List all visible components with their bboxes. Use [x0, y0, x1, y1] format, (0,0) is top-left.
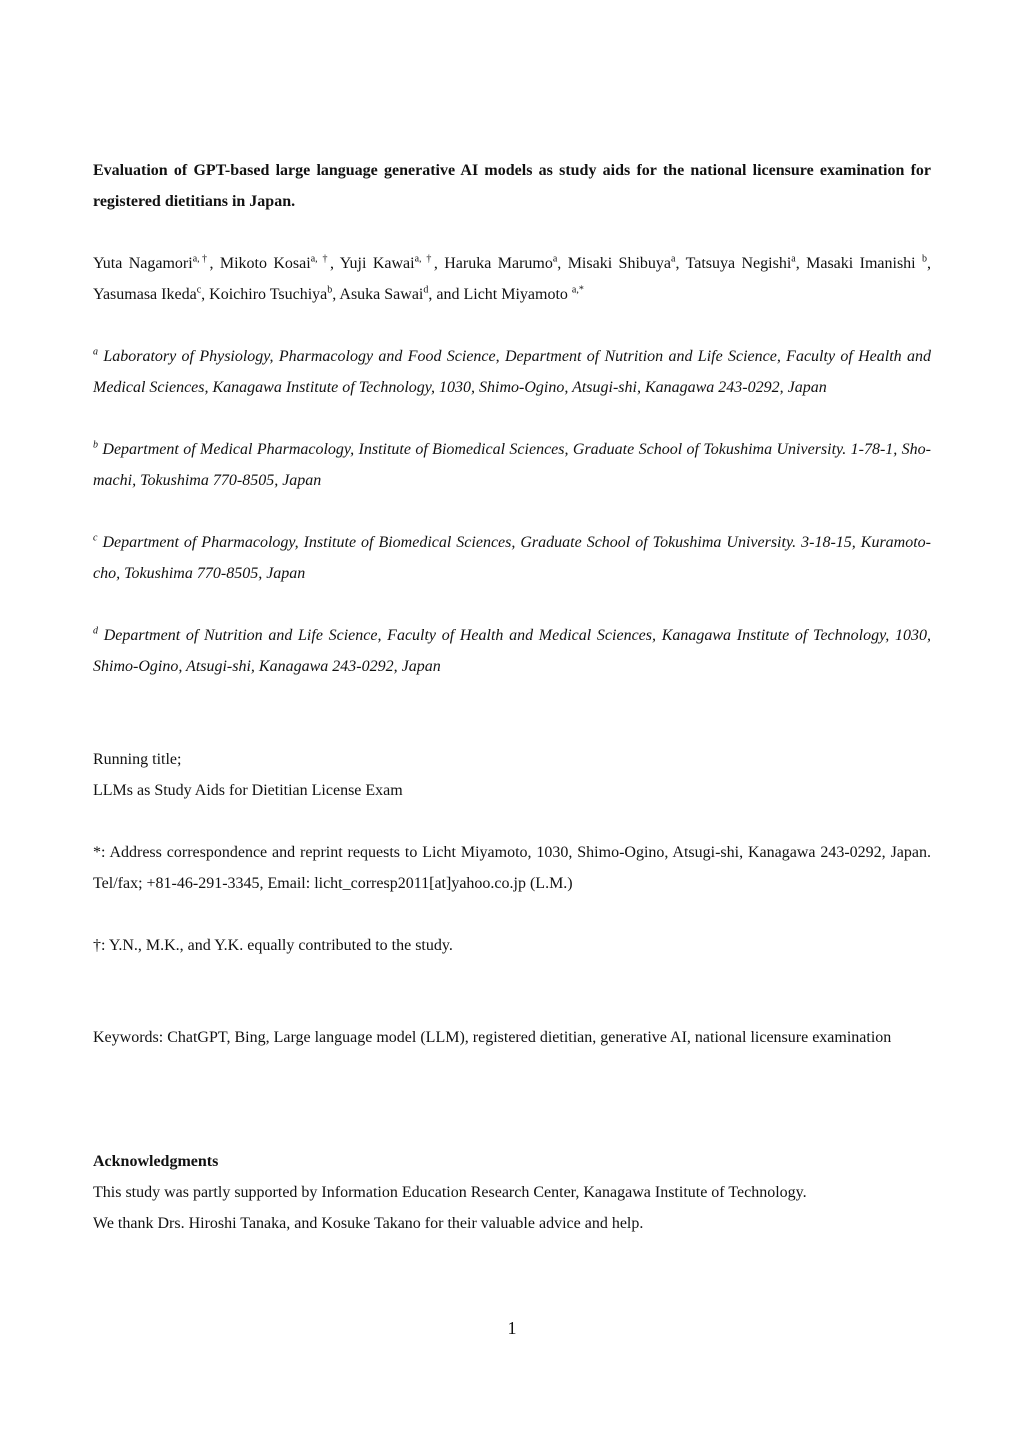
- correspondence-note: *: Address correspondence and reprint requests to Licht Miyamoto, 1030, Shimo-Ogino, Atsugi-shi, Kanagawa 243-0292, Japan. Tel/fax; +81-46-291-3345, Email: licht_corresp2011[at]yahoo.co.jp (L.M.): [93, 844, 931, 892]
- affiliation-b: [93, 434, 931, 496]
- acknowledgments-heading: Acknowledgments: [93, 1153, 219, 1170]
- author: Asuka Sawai$^d$: [339, 284, 429, 303]
- affiliation-text: Department of Medical Pharmacology, Institute of Biomedical Sciences, Graduate School of Tokushima University. 1-78-1, Sho-machi, Tokushima 770-8505, Japan: [93, 441, 932, 489]
- affiliation-text: Department of Nutrition and Life Science, Faculty of Health and Medical Sciences, Kanagawa Institute of Technology, 1030, Shimo-Ogino, Atsugi-shi, Kanagawa 243-0292, Japan: [93, 627, 932, 675]
- acknowledgments-line: We thank Drs. Hiroshi Tanaka, and Kosuke Takano for their valuable advice and help.: [93, 1215, 644, 1232]
- author: Yuta Nagamori$^{a,\dagger}$: [93, 253, 210, 272]
- running-title-section: [93, 744, 931, 806]
- affiliation-text: Department of Pharmacology, Institute of Biomedical Sciences, Graduate School of Tokushima University. 3-18-15, Kuramoto-cho, Tokushima 770-8505, Japan: [93, 534, 932, 582]
- affiliation-a: [93, 341, 931, 403]
- affiliation-d: [93, 620, 931, 682]
- affiliation-mark: a: [93, 346, 98, 358]
- author: Haruka Marumo$^a$: [444, 253, 558, 272]
- equal-contribution-note: †: Y.N., M.K., and Y.K. equally contributed to the study.: [93, 937, 453, 954]
- affiliation-mark: b: [93, 439, 98, 451]
- author: Koichiro Tsuchiya$^b$: [209, 284, 333, 303]
- affiliation-mark: d: [93, 625, 98, 637]
- paper-title: Evaluation of GPT-based large language generative AI models as study aids for the national licensure examination for registered dietitians in Japan.: [93, 162, 931, 210]
- affiliation-c: [93, 527, 931, 589]
- author: Tatsuya Negishi$^a$: [685, 253, 796, 272]
- authors-conjunction: and: [436, 286, 460, 303]
- author: Licht Miyamoto $^{a,*}$: [463, 284, 584, 303]
- affiliation-mark: c: [93, 532, 98, 544]
- author: Yuji Kawai$^{a, \dagger}$: [339, 253, 434, 272]
- running-title-label: Running title;: [93, 751, 182, 768]
- author: Mikoto Kosai$^{a, \dagger}$: [219, 253, 330, 272]
- running-title: LLMs as Study Aids for Dietitian License Exam: [93, 782, 403, 799]
- author: Yasumasa Ikeda$^c$: [93, 284, 202, 303]
- author: Masaki Imanishi $^b$: [806, 253, 928, 272]
- author-list: Yuta Nagamori$^{a,\dagger}$, Mikoto Kosai$^{a, \dagger}$, Yuji Kawai$^{a, \dagger}$, Haruka Marumo$^a$, Misaki Shibuya$^a$, Tatsuya Negishi$^a$, Masaki Imanishi $^b$, Yasumasa Ikeda$^c$, Koichiro Tsuchiya$^b$, Asuka Sawai$^d$, and Licht Miyamoto $^{a,*}$: [93, 253, 932, 303]
- author: Misaki Shibuya$^a$: [567, 253, 676, 272]
- acknowledgments-line: This study was partly supported by Information Education Research Center, Kanagawa Institute of Technology.: [93, 1184, 807, 1201]
- page-number: 1: [507, 1318, 517, 1338]
- keywords: Keywords: ChatGPT, Bing, Large language model (LLM), registered dietitian, generative AI, national licensure examination: [93, 1029, 892, 1046]
- acknowledgments-section: [93, 1146, 931, 1239]
- affiliation-text: Laboratory of Physiology, Pharmacology and Food Science, Department of Nutrition and Life Science, Faculty of Health and Medical Sciences, Kanagawa Institute of Technology, 1030, Shimo-Ogino, Atsugi-shi, Kanagawa 243-0292, Japan: [93, 348, 931, 396]
